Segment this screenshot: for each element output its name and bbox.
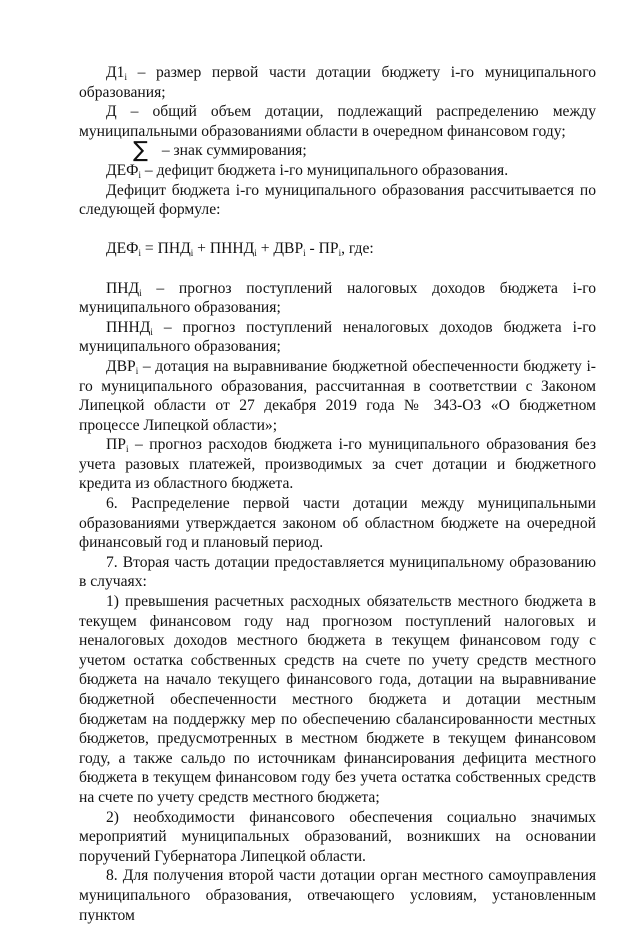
- subscript-i: i: [139, 287, 142, 298]
- definition-d1: [79, 63, 596, 102]
- definition-pnnd-text: – прогноз поступлений неналоговых доходов бюджета i-го муниципального образования;: [79, 318, 596, 356]
- definition-sum-text: – знак суммирования;: [161, 142, 307, 160]
- paragraph-8: 8. Для получения второй части дотации орган местного самоуправления муниципального образования, отвечающего условиям, установленным пунктом: [79, 867, 596, 924]
- paragraph-7-item-1: 1) превышения расчетных расходных обязательств местного бюджета в текущем финансовом году над прогнозом поступлений налоговых и неналоговых доходов местного бюджета в текущем финансовом году с учетом остатка собственных средств на счете по учету средств местного бюджета на начало текущего финансового года, дотации на выравнивание бюджетной обеспеченности местного бюджета и дотации местным бюджетам на поддержку мер по обеспечению сбалансированности местных бюджетов, предусмотренных в местном бюджете в текущем финансовом году, а также сальдо по источникам финансирования дефицита местного бюджета в текущем финансовом году без учета остатка собственных средств на счете по учету средств местного бюджета;: [79, 593, 596, 806]
- definition-pr: [79, 435, 596, 494]
- definition-sum: [79, 138, 596, 164]
- definition-d: Д – общий объем дотации, подлежащий распределению между муниципальными образованиями области в очередном финансовом году;: [79, 103, 596, 140]
- spacer: [79, 259, 596, 279]
- definition-dvr: [79, 357, 596, 435]
- subscript-i: i: [138, 248, 141, 259]
- definition-def-text: – дефицит бюджета i-го муниципального образования.: [141, 161, 509, 179]
- subscript-i: i: [138, 169, 141, 180]
- definition-d1-text: – размер первой части дотации бюджету i-го муниципального образования;: [79, 64, 596, 101]
- subscript-i: i: [150, 326, 153, 337]
- subscript-i: i: [125, 444, 129, 455]
- deficit-formula: [79, 239, 596, 259]
- symbol-pr: ПР: [106, 436, 126, 454]
- subscript-i: i: [338, 248, 342, 259]
- summation-sign: ∑: [133, 138, 148, 164]
- subscript-i: i: [303, 248, 306, 259]
- symbol-d1: Д1: [106, 64, 125, 81]
- spacer: [79, 220, 596, 240]
- definition-pnd: [79, 279, 596, 318]
- definition-pr-text: – прогноз расходов бюджета i-го муниципального образования без учета разовых платежей, производимых за счет дотации и бюджетного кредита из областного бюджета.: [79, 436, 596, 493]
- formula-term: + ДВР: [256, 240, 304, 258]
- subscript-i: i: [190, 248, 194, 259]
- subscript-i: i: [135, 365, 139, 376]
- definition-pnd-text: – прогноз поступлений налоговых доходов бюджета i-го муниципального образования;: [79, 279, 596, 317]
- symbol-pnd: ПНД: [106, 279, 140, 297]
- formula-term: - ПР: [305, 240, 339, 258]
- formula-term: = ПНД: [141, 240, 191, 258]
- paragraph-6: 6. Распределение первой части дотации между муниципальными образованиями утверждается законом об областном бюджете на очередной финансовый год и плановый период.: [79, 495, 596, 552]
- symbol-def: ДЕФ: [106, 161, 139, 179]
- definition-dvr-text: – дотация на выравнивание бюджетной обеспеченности бюджету i-го муниципального образования, рассчитанная в соответствии с Законом Липецкой области от 27 декабря 2019 года № 343-ОЗ «О бюджетном процессе Липецкой области»;: [79, 357, 596, 434]
- definition-def: [79, 161, 596, 181]
- document-body: [79, 63, 596, 925]
- symbol-dvr: ДВР: [106, 357, 136, 375]
- formula-term: + ПННД: [193, 240, 255, 258]
- formula-term: ДЕФ: [106, 240, 139, 258]
- subscript-i: i: [124, 72, 127, 82]
- deficit-intro: Дефицит бюджета i-го муниципального образования рассчитывается по следующей формуле:: [79, 181, 596, 219]
- paragraph-7-item-2: 2) необходимости финансового обеспечения социально значимых мероприятий муниципальных образований, возникших на основании поручений Губернатора Липецкой области.: [79, 808, 596, 865]
- paragraph-7: 7. Вторая часть дотации предоставляется муниципальному образованию в случаях:: [79, 553, 596, 591]
- subscript-i: i: [254, 248, 257, 259]
- formula-term: , где:: [341, 240, 374, 258]
- symbol-pnnd: ПННД: [106, 318, 151, 336]
- definition-pnnd: [79, 318, 596, 357]
